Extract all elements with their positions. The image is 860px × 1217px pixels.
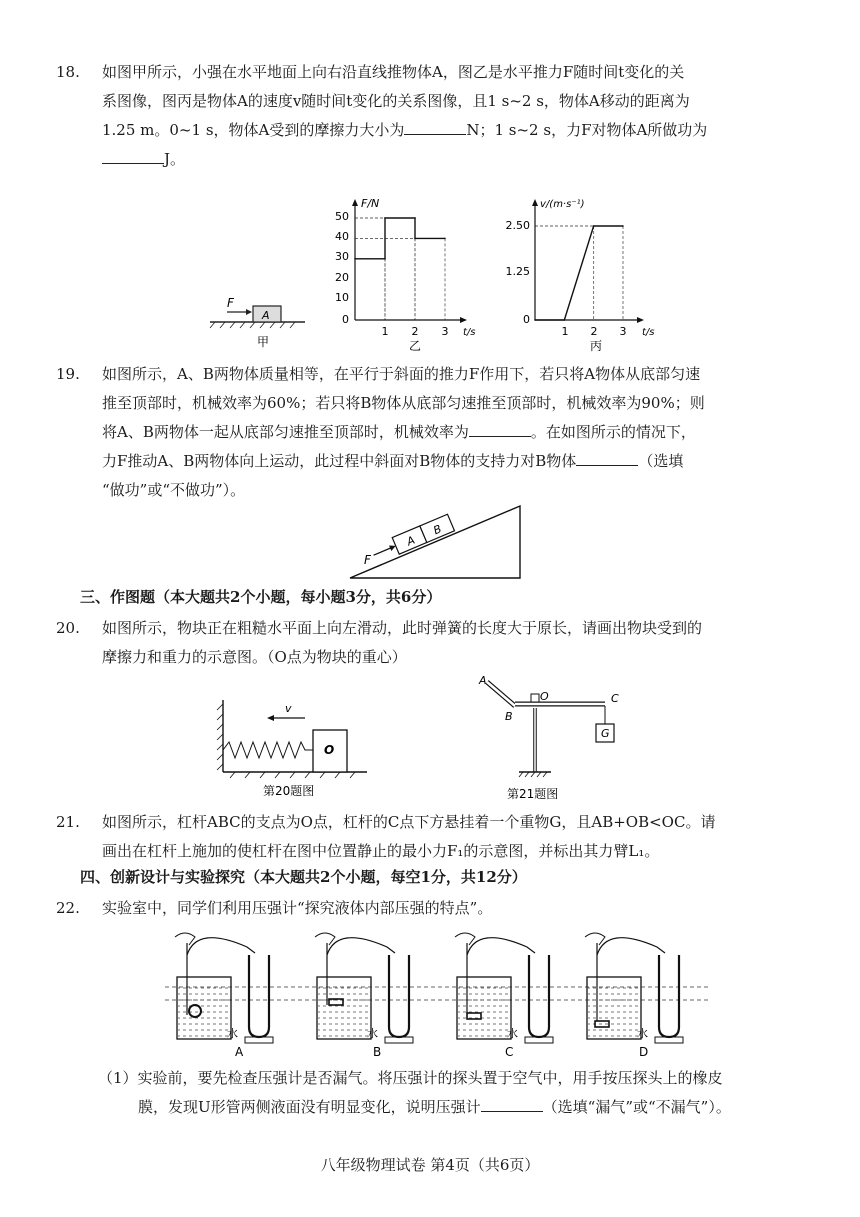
point-o-label: O — [540, 690, 549, 703]
question-18 — [56, 58, 810, 174]
answer-blank[interactable] — [102, 149, 164, 164]
question-number: 18. — [56, 63, 80, 81]
figure-pressure-gauge — [165, 925, 710, 1060]
figure-incline — [340, 500, 530, 585]
question-21 — [56, 808, 810, 866]
question-text: 画出在杠杆上施加的使杠杆在图中位置静止的最小力F₁的示意图，并标出其力臂L₁。 — [102, 842, 660, 860]
question-text: 1.25 m。0~1 s，物体A受到的摩擦力大小为 — [102, 121, 405, 139]
figure-lever — [475, 668, 645, 804]
center-label: O — [324, 743, 335, 757]
weight-label: G — [601, 727, 610, 740]
y-axis-label: v/(m·s⁻¹) — [540, 199, 585, 210]
x-axis-label: t/s — [463, 327, 476, 338]
x-tick-label: 3 — [441, 325, 449, 338]
x-tick-label: 2 — [590, 325, 598, 338]
question-text: “做功”或“不做功”）。 — [102, 481, 246, 499]
question-text: N；1 s~2 s，力F对物体A所做功为 — [466, 121, 708, 139]
water-label: 水 — [367, 1027, 378, 1040]
question-text: 膜，发现U形管两侧液面没有明显变化，说明压强计 — [138, 1098, 481, 1116]
y-tick-label: 0 — [523, 313, 530, 326]
x-axis-label: t/s — [642, 327, 655, 338]
x-tick-label: 2 — [411, 325, 419, 338]
incline-plane — [350, 506, 520, 578]
question-text: 系图像，图丙是物体A的速度v随时间t变化的关系图像，且1 s~2 s，物体A移动的距离为 — [102, 92, 690, 110]
y-tick-label: 2.50 — [505, 219, 530, 232]
y-tick-label: 40 — [335, 230, 349, 243]
chart-velocity-time — [490, 195, 670, 355]
answer-blank[interactable] — [404, 120, 466, 135]
section-heading: 四、创新设计与实验探究（本大题共2个小题，每空1分，共12分） — [80, 868, 527, 886]
y-axis-label: F/N — [361, 197, 380, 210]
question-text: （选填“漏气”或“不漏气”）。 — [542, 1098, 731, 1116]
y-tick-label: 10 — [335, 291, 349, 304]
question-text: 如图甲所示，小强在水平地面上向右沿直线推物体A，图乙是水平推力F随时间t变化的关 — [102, 63, 685, 81]
point-a-label: A — [479, 674, 487, 687]
block-b-label: B — [431, 522, 444, 538]
question-text: 如图所示，物块正在粗糙水平面上向左滑动，此时弹簧的长度大于原长，请画出物块受到的 — [102, 619, 703, 637]
question-text: （1）实验前，要先检查压强计是否漏气。将压强计的探头置于空气中，用手按压探头上的橡皮 — [98, 1069, 723, 1087]
question-19 — [56, 360, 810, 505]
point-b-label: B — [505, 710, 513, 723]
point-c-label: C — [611, 692, 619, 705]
figure-caption: 乙 — [409, 339, 422, 353]
apparatus-label: B — [373, 1045, 382, 1059]
block-label: A — [262, 309, 270, 322]
page-footer: 八年级物理试卷 第4页（共6页） — [320, 1156, 540, 1174]
apparatus-a — [175, 933, 273, 1043]
water-label: 水 — [637, 1027, 648, 1040]
apparatus-d — [585, 933, 683, 1043]
figure-caption: 第21题图 — [507, 787, 559, 801]
answer-blank[interactable] — [481, 1097, 543, 1112]
velocity-series-line — [535, 226, 623, 320]
section-heading: 三、作图题（本大题共2个小题，每小题3分，共6分） — [80, 588, 442, 606]
question-22-sub-1 — [98, 1064, 818, 1122]
question-text: 力F推动A、B两物体向上运动，此过程中斜面对B物体的支持力对B物体 — [102, 452, 577, 470]
question-text: 推至顶部时，机械效率为60%；若只将B物体从底部匀速推至顶部时，机械效率为90%；则 — [102, 394, 705, 412]
apparatus-c — [455, 933, 553, 1043]
figure-spring-block — [205, 690, 375, 800]
y-tick-label: 1.25 — [505, 265, 530, 278]
question-text: 如图所示，A、B两物体质量相等，在平行于斜面的推力F作用下，若只将A物体从底部匀速 — [102, 365, 701, 383]
apparatus-label: C — [505, 1045, 514, 1059]
figure-caption: 甲 — [257, 335, 270, 349]
y-tick-label: 50 — [335, 210, 349, 223]
question-number: 22. — [56, 899, 80, 917]
question-text: 实验室中，同学们利用压强计“探究液体内部压强的特点”。 — [102, 899, 493, 917]
question-text: 摩擦力和重力的示意图。（O点为物块的重心） — [102, 648, 407, 666]
apparatus-b — [315, 933, 413, 1043]
question-number: 20. — [56, 619, 80, 637]
force-label: F — [364, 553, 371, 567]
velocity-label: v — [285, 702, 292, 715]
answer-blank[interactable] — [469, 422, 531, 437]
chart-force-time — [325, 195, 485, 355]
apparatus-label: D — [639, 1045, 649, 1059]
question-20 — [56, 614, 810, 672]
question-text: 。在如图所示的情况下， — [530, 423, 696, 441]
question-22 — [56, 894, 810, 923]
water-label: 水 — [507, 1027, 518, 1040]
figure-caption: 丙 — [590, 339, 603, 353]
question-text: J。 — [164, 150, 186, 168]
y-tick-label: 30 — [335, 250, 349, 263]
question-number: 21. — [56, 813, 80, 831]
water-label: 水 — [227, 1027, 238, 1040]
question-text: （选填 — [638, 452, 684, 470]
figure-caption: 第20题图 — [263, 784, 315, 798]
y-tick-label: 0 — [342, 313, 349, 326]
apparatus-label: A — [235, 1045, 244, 1059]
question-text: 将A、B两物体一起从底部匀速推至顶部时，机械效率为 — [102, 423, 469, 441]
x-tick-label: 3 — [619, 325, 627, 338]
question-text: 如图所示，杠杆ABC的支点为O点，杠杆的C点下方悬挂着一个重物G，且AB+OB<OC。请 — [102, 813, 716, 831]
figure-jia — [205, 290, 315, 350]
pivot — [531, 694, 539, 702]
question-number: 19. — [56, 365, 80, 383]
x-tick-label: 1 — [381, 325, 389, 338]
y-tick-label: 20 — [335, 271, 349, 284]
spring — [223, 742, 313, 758]
x-tick-label: 1 — [561, 325, 569, 338]
answer-blank[interactable] — [576, 451, 638, 466]
block-a-label: A — [404, 533, 417, 549]
force-label: F — [227, 296, 234, 310]
